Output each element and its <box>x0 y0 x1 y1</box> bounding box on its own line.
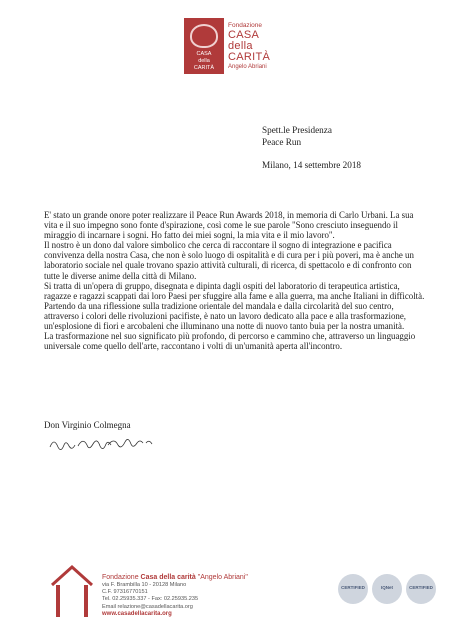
footer-email: Email relazione@casadellacarita.org <box>102 603 193 610</box>
recipient-line1: Spett.le Presidenza <box>262 125 332 135</box>
iqnet-badge-icon <box>372 574 402 604</box>
paragraph: Partendo da una riflessione sulla tradizione orientale del mandala e dalla circolarità del suo centro, attraverso i colori delle rivoluzioni pacifiste, è nato un lavoro dedicato alla pace e alla trasformazione, un'esplosione di fiori e arcobaleni che illuminano una notte di nuovo tanto buia per la nostra umanità. <box>44 300 406 332</box>
footer-tel: Tel. 02.25935.337 - Fax: 02.25935.235 <box>102 596 199 603</box>
org-della: della <box>228 40 253 52</box>
logo-text-della: della <box>198 58 210 64</box>
handwritten-signature <box>48 433 158 455</box>
footer-prefix: Fondazione <box>102 574 141 581</box>
letter-date: Milano, 14 settembre 2018 <box>262 160 362 170</box>
footer-contacts <box>102 573 248 618</box>
footer-bold-name: Casa della carità <box>140 574 196 581</box>
cert-label: CERTIFIED <box>409 585 433 590</box>
recipient-block <box>262 124 332 148</box>
footer-cf: C.F. 97316770151 <box>102 589 148 596</box>
certification-badge-icon <box>406 574 436 604</box>
org-angelo-abriani: Angelo Abriani <box>228 64 267 70</box>
signature-name: Don Virginio Colmegna <box>44 420 131 430</box>
paragraph: Il nostro è un dono dal valore simbolico che cerca di raccontare il sogno di integrazione e pacifica convivenza della nostra Casa, che non è solo luogo di ospitalità e di cura per i più poveri, ma è anche un laboratorio sociale nel quale trovano spazio attività culturali, di ricerca, di spettacolo e di confronto con tutte le diverse anime della città di Milano. <box>44 240 414 281</box>
org-name <box>228 22 270 71</box>
cert-label: CERTIFIED <box>341 585 365 590</box>
paragraph: La trasformazione nel suo significato più profondo, di percorso e cammino che, attraverso un linguaggio universale come quello dell'arte, raccontano i volti di un'umanità aperta all'incontro. <box>44 331 416 352</box>
org-carita: CARITÀ <box>228 51 271 63</box>
cert-label: IQNet <box>380 585 393 590</box>
org-fondazione: Fondazione <box>228 22 262 29</box>
house-icon <box>50 563 94 617</box>
certification-badge-icon <box>338 574 368 604</box>
paragraph: Si tratta di un'opera di gruppo, disegnata e dipinta dagli ospiti del laboratorio di terapeutica artistica, ragazze e ragazzi scappati dai loro Paesi per sfuggire alla fame e alla guerra, ma anche Italiani in difficoltà. <box>44 280 425 301</box>
foundation-logo <box>184 18 224 74</box>
recipient-line2: Peace Run <box>262 137 302 147</box>
footer-website: www.casadellacarita.org <box>102 610 172 617</box>
logo-emblem-icon <box>190 24 218 48</box>
paragraph: E' stato un grande onore poter realizzare il Peace Run Awards 2018, in memoria di Carlo Urbani. La sua vita e il suo impegno sono fonte d'spirazione, così come le sue parole "Sono cresciuto inseguendo il miraggio di incarnare i sogni. Ho fatto dei miei sogni, la mia vita e il mio lavoro". <box>44 210 414 241</box>
footer-address: via F. Brambilla 10 - 20128 Milano <box>102 582 187 588</box>
logo-text-casa: CASA <box>196 51 212 57</box>
org-casa: CASA <box>228 29 260 41</box>
logo-text-carita: CARITÀ <box>193 65 215 71</box>
footer-org-line <box>102 573 248 582</box>
letter-body <box>44 210 428 351</box>
footer-suffix: "Angelo Abriani" <box>195 574 248 581</box>
